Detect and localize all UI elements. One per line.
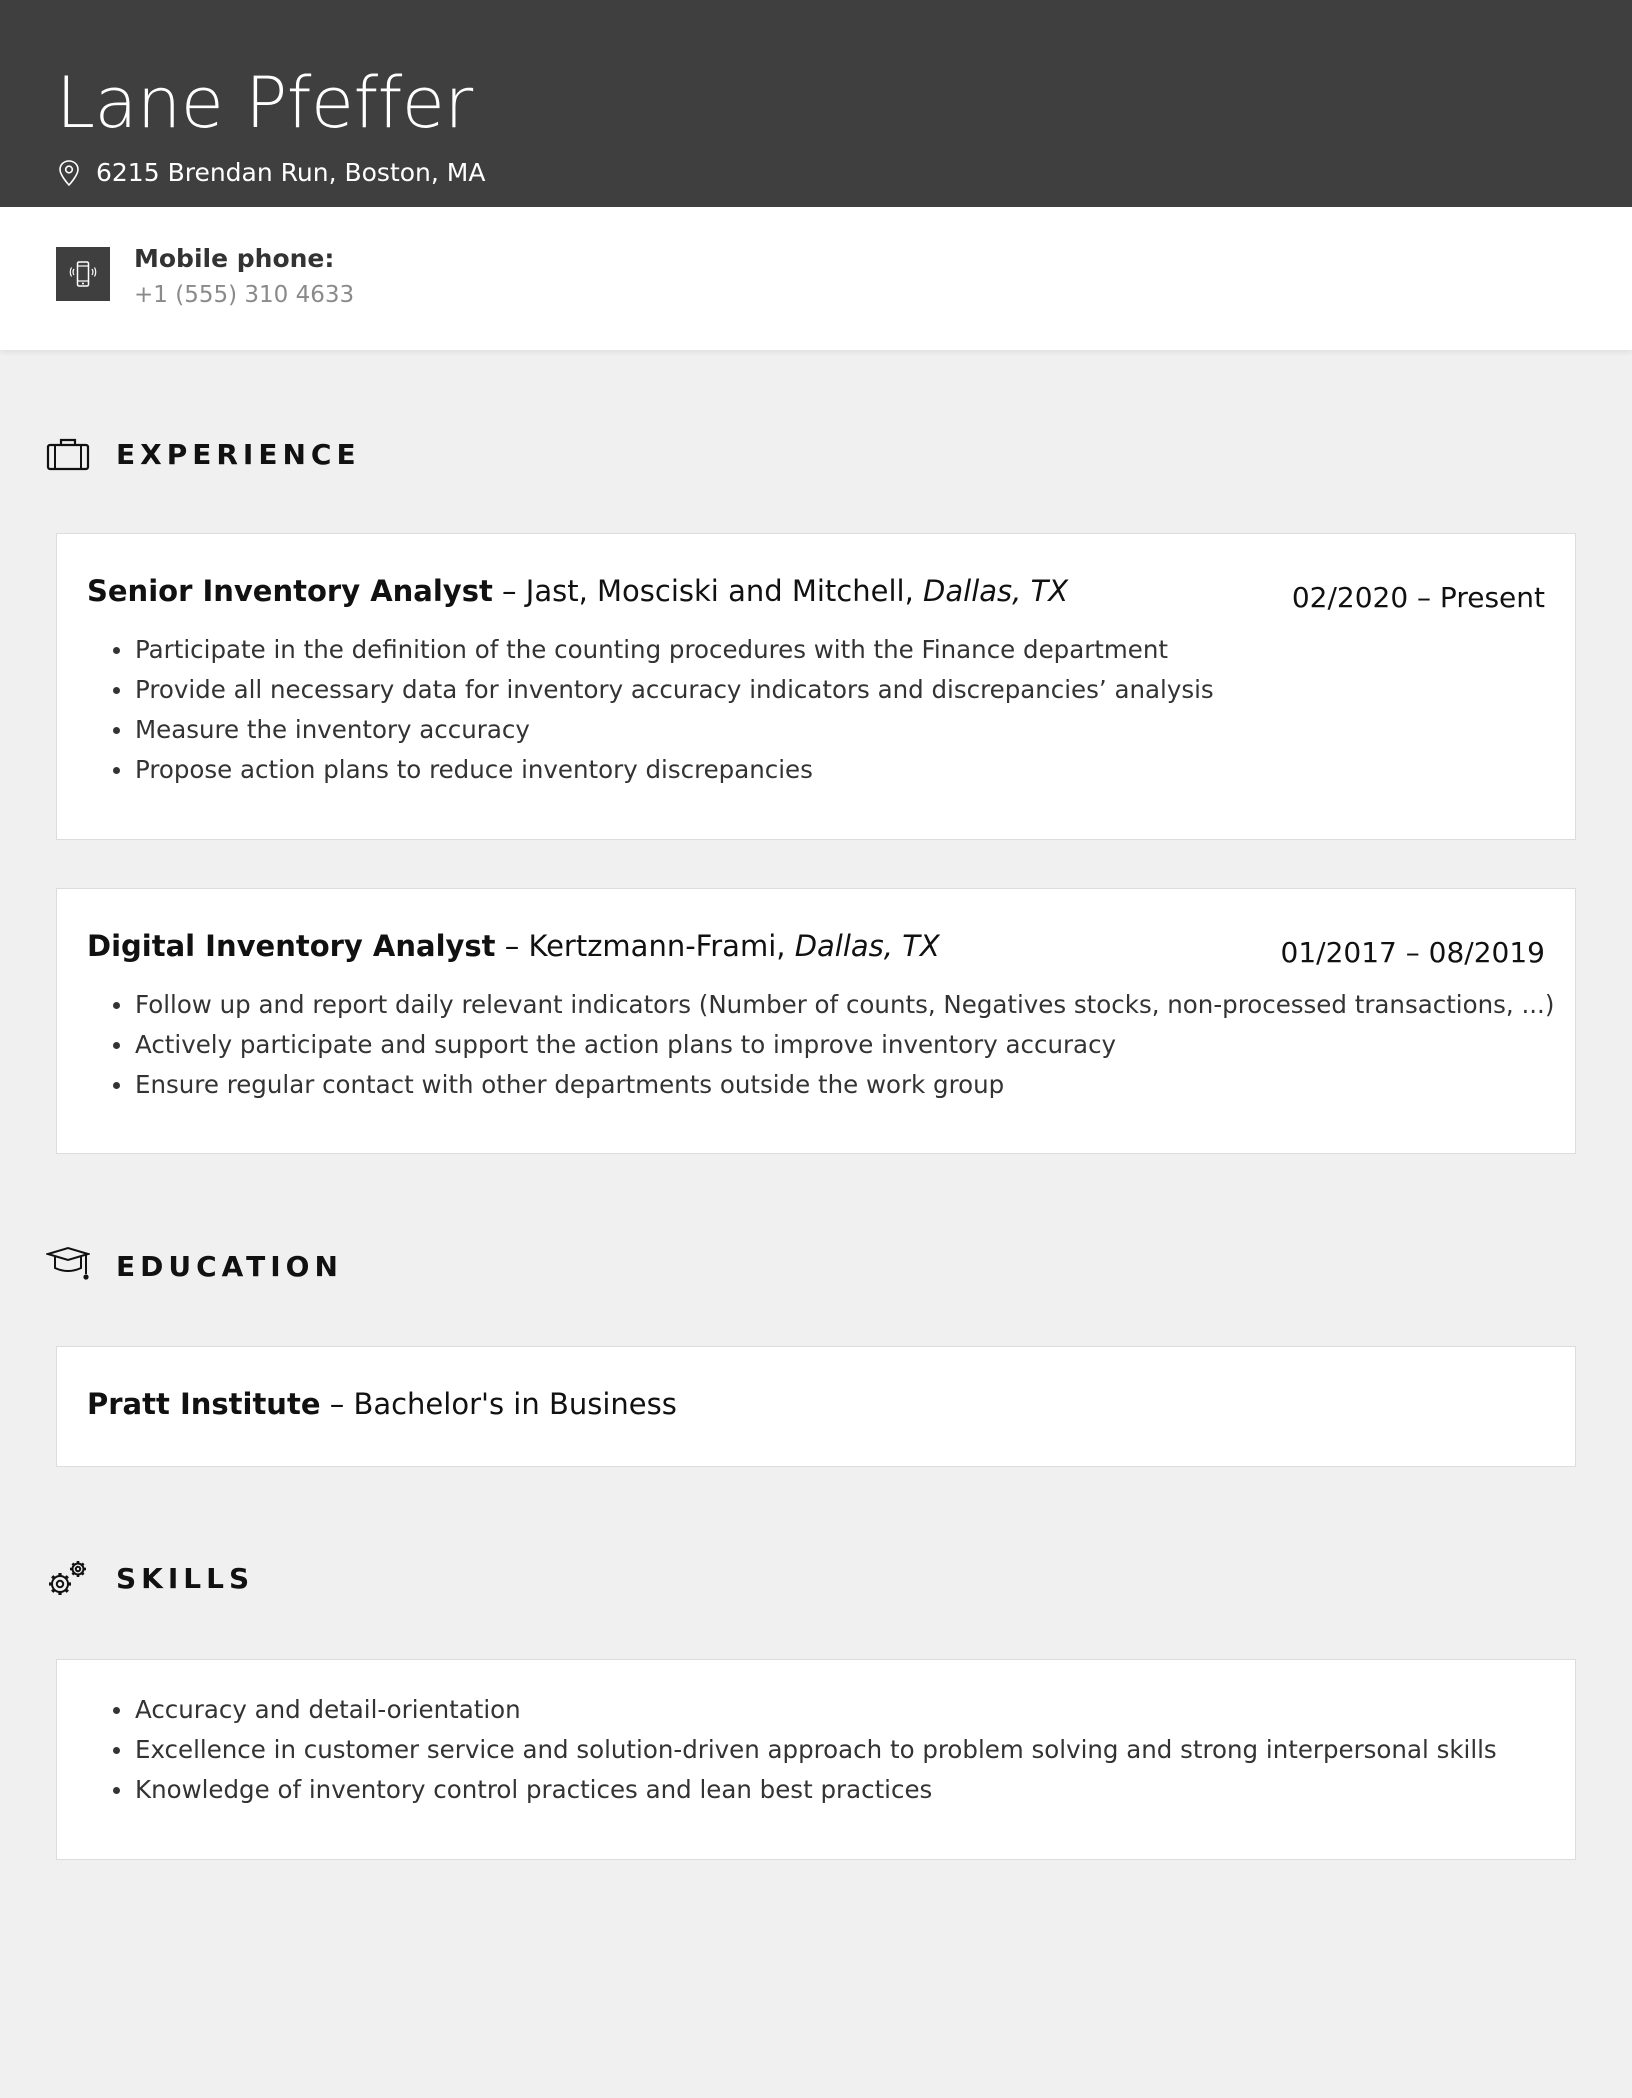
section-title-experience: EXPERIENCE — [116, 437, 361, 471]
skills-card — [56, 1659, 1576, 1860]
phone-value[interactable]: +1 (555) 310 4633 — [134, 282, 355, 308]
skills-list — [135, 1690, 1545, 1810]
job-title: Digital Inventory Analyst — [87, 929, 496, 963]
list-item: Ensure regular contact with other departments outside the work group — [135, 1065, 1545, 1105]
job-location: Dallas, TX — [794, 929, 940, 963]
education-separator: – — [320, 1387, 354, 1421]
list-item: Participate in the definition of the counting procedures with the Finance department — [135, 630, 1545, 670]
location-pin-icon — [58, 159, 80, 187]
education-school: Pratt Institute — [87, 1387, 321, 1421]
job-location: Dallas, TX — [923, 574, 1069, 608]
graduation-cap-icon — [46, 1246, 90, 1286]
experience-card — [56, 888, 1576, 1154]
job-company: Kertzmann-Frami, — [528, 929, 795, 963]
job-bullets — [135, 630, 1545, 790]
list-item: Accuracy and detail-orientation — [135, 1690, 1545, 1730]
gears-icon — [46, 1558, 90, 1598]
list-item: Actively participate and support the action plans to improve inventory accuracy — [135, 1025, 1545, 1065]
job-company: Jast, Mosciski and Mitchell, — [525, 574, 924, 608]
skills-heading — [46, 1558, 254, 1598]
briefcase-icon — [46, 434, 90, 474]
job-heading — [87, 929, 940, 963]
section-title-education: EDUCATION — [116, 1249, 343, 1283]
job-separator: – — [495, 929, 529, 963]
job-dates: 01/2017 – 08/2019 — [1280, 936, 1545, 969]
candidate-name: Lane Pfeffer — [56, 62, 473, 144]
contact-strip — [0, 207, 1632, 350]
list-item: Knowledge of inventory control practices and lean best practices — [135, 1770, 1545, 1810]
job-title: Senior Inventory Analyst — [87, 574, 493, 608]
list-item: Measure the inventory accuracy — [135, 710, 1545, 750]
job-bullets — [135, 985, 1555, 1105]
job-separator: – — [492, 574, 526, 608]
phone-label: Mobile phone: — [134, 244, 335, 273]
education-heading — [46, 1246, 343, 1286]
education-entry — [87, 1387, 677, 1421]
job-heading — [87, 574, 1068, 608]
experience-heading — [46, 434, 361, 474]
address-row — [58, 158, 485, 187]
education-degree: Bachelor's in Business — [353, 1387, 677, 1421]
list-item: Provide all necessary data for inventory accuracy indicators and discrepancies’ analysis — [135, 670, 1545, 710]
resume-header — [0, 0, 1632, 207]
mobile-phone-icon — [56, 247, 110, 301]
education-card — [56, 1346, 1576, 1467]
address-text: 6215 Brendan Run, Boston, MA — [96, 158, 486, 187]
list-item: Excellence in customer service and solution-driven approach to problem solving and strong interpersonal skills — [135, 1730, 1545, 1770]
job-dates: 02/2020 – Present — [1291, 581, 1545, 614]
list-item: Propose action plans to reduce inventory discrepancies — [135, 750, 1545, 790]
list-item: Follow up and report daily relevant indicators (Number of counts, Negatives stocks, non-processed transactions, ...) — [135, 985, 1545, 1025]
section-title-skills: SKILLS — [116, 1561, 255, 1595]
experience-card — [56, 533, 1576, 840]
